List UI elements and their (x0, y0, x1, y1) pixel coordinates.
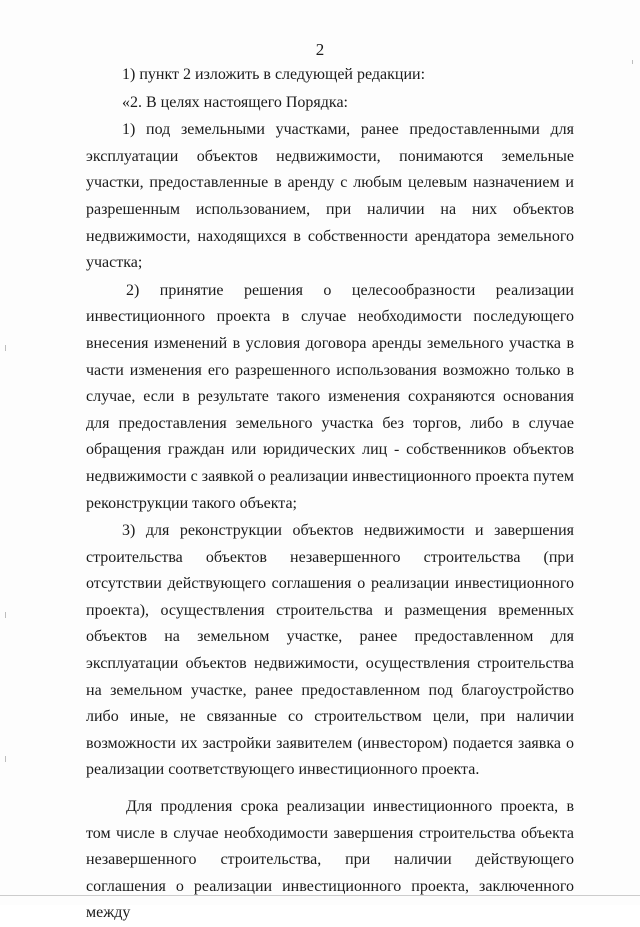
paragraph-item-3: 3) для реконструкции объектов недвижимости и завершения строительства объектов незавершенного строительства (при отсутствии действующего соглашения о реализации инвестиционного проекта), осуществления строительства и размещения временных объектов на земельном участке, ранее предоставленном для эксплуатации объектов недвижимости, осуществления строительства на земельном участке, ранее предоставленном под благоустройство либо иные, не связанные со строительством цели, при наличии возможности их застройки заявителем (инвестором) подается заявка о реализации соответствующего инвестиционного проекта. (86, 522, 574, 779)
document-body (86, 62, 574, 927)
paragraph-extension: Для продления срока реализации инвестиционного проекта, в том числе в случае необходимости завершения строительства объекта незавершенного строительства, при наличии действующего соглашения о реализации инвестиционного проекта, заключенного между (86, 798, 574, 922)
scan-margin-mark (5, 756, 6, 762)
paragraph-heading: «2. В целях настоящего Порядка: (122, 93, 348, 111)
scan-margin-mark (5, 345, 6, 351)
paragraph-item-1: 1) под земельными участками, ранее предоставленными для эксплуатации объектов недвижимости, понимаются земельные участки, предоставленные в аренду с любым целевым назначением и разрешенным использованием, при наличии на них объектов недвижимости, находящихся в собственности арендатора земельного участка; (86, 121, 574, 272)
paragraph-intro: 1) пункт 2 изложить в следующей редакции: (122, 66, 426, 83)
scan-edge-line (0, 895, 640, 896)
page-number: 2 (315, 40, 325, 59)
paragraph-item-2: 2) принятие решения о целесообразности реализации инвестиционного проекта в случае необходимости последующего внесения изменений в условия договора аренды земельного участка в части изменения его разрешенного использования возможно только в случае, если в результате такого изменения сохраняются основания для предоставления земельного участка без торгов, либо в случае обращения граждан или юридических лиц - собственников объектов недвижимости с заявкой о реализации инвестиционного проекта путем реконструкции такого объекта; (86, 281, 574, 512)
scan-margin-mark (632, 60, 633, 64)
scan-margin-mark (5, 612, 6, 618)
